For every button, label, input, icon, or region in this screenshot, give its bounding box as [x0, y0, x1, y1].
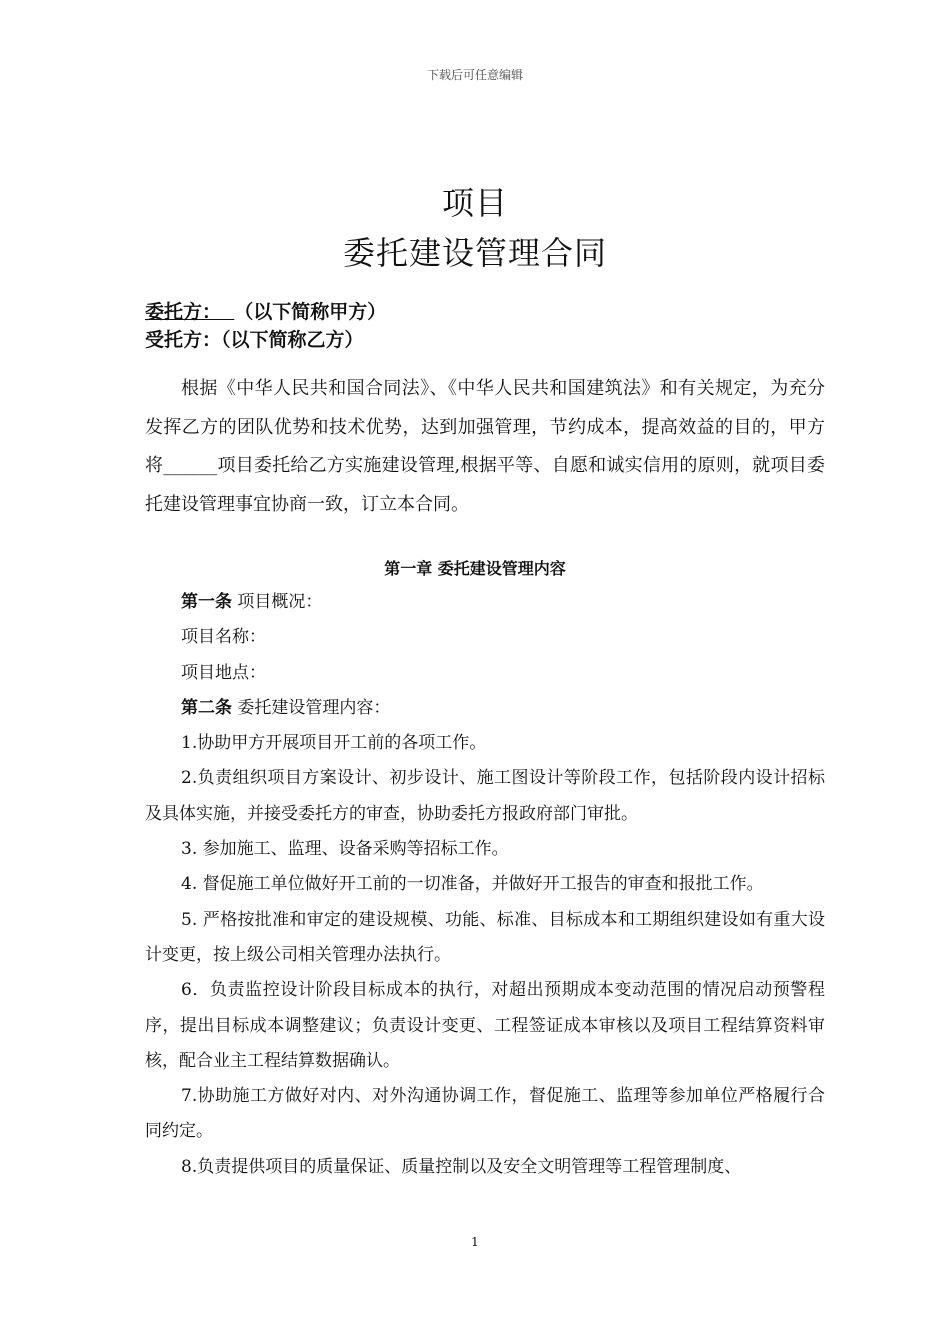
- agent-label: 受托方：: [145, 329, 222, 351]
- article-2-label: 第二条: [181, 697, 232, 718]
- project-location-line: 项目地点：: [181, 662, 266, 683]
- article-2-text: 委托建设管理内容：: [232, 697, 391, 718]
- list-item: 3. 参加施工、监理、设备采购等招标工作。: [181, 839, 509, 860]
- chapter-heading: 第一章 委托建设管理内容: [384, 559, 566, 578]
- intro-paragraph: [145, 370, 825, 524]
- article-2: [145, 691, 825, 726]
- article-1-label: 第一条: [181, 592, 232, 612]
- page-number: 1: [471, 1235, 479, 1249]
- list-item: 8.负责提供项目的质量保证、质量控制以及安全文明管理等工程管理制度、: [181, 1156, 742, 1177]
- article-1: [145, 585, 825, 620]
- article-1-text: 项目概况：: [232, 592, 323, 612]
- agent-party-line: [145, 325, 364, 352]
- list-item: 4. 督促施工单位做好开工前的一切准备，并做好开工报告的审查和报批工作。: [181, 874, 764, 895]
- client-note: （以下简称甲方）: [234, 301, 387, 323]
- client-party-line: [145, 297, 386, 324]
- client-label: 委托方：: [145, 301, 222, 323]
- intro-text-before: 根据《中华人民共和国合同法》、《中华人民共和国建筑法》和有关规定，为充分发挥乙方的团队优势和技术优势，达到加强管理，节约成本，提高效益的目的，甲方将: [145, 378, 825, 476]
- page-header-note: 下载后可任意编辑: [426, 68, 523, 82]
- document-title-line2: 委托建设管理合同: [342, 234, 607, 272]
- list-item: 6．负责监控设计阶段目标成本的执行，对超出预期成本变动范围的情况启动预警程序，提出目标成本调整建议；负责设计变更、工程签证成本审核以及项目工程结算资料审核，配合业主工程结算数据确认。: [145, 980, 825, 1071]
- list-item: 2.负责组织项目方案设计、初步设计、施工图设计等阶段工作，包括阶段内设计招标及具体实施，并接受委托方的审查，协助委托方报政府部门审批。: [145, 768, 825, 824]
- list-item: 1.协助甲方开展项目开工前的各项工作。: [181, 733, 487, 754]
- document-title-line1: 项目: [441, 184, 508, 222]
- project-blank: ______: [163, 455, 218, 476]
- intro-text-after: 项目委托给乙方实施建设管理,根据平等、自愿和诚实信用的原则，就项目委托建设管理事宜协商一致，订立本合同。: [145, 455, 826, 515]
- list-item: 5. 严格按批准和审定的建设规模、功能、标准、目标成本和工期组织建设如有重大设计变更，按上级公司相关管理办法执行。: [145, 909, 825, 965]
- client-name-blank: [221, 301, 234, 323]
- agent-note: （以下简称乙方）: [221, 329, 364, 351]
- project-name-line: 项目名称：: [181, 627, 266, 648]
- contract-body: [145, 585, 825, 1185]
- list-item: 7.协助施工方做好对内、对外沟通协调工作，督促施工、监理等参加单位严格履行合同约定。: [145, 1086, 825, 1142]
